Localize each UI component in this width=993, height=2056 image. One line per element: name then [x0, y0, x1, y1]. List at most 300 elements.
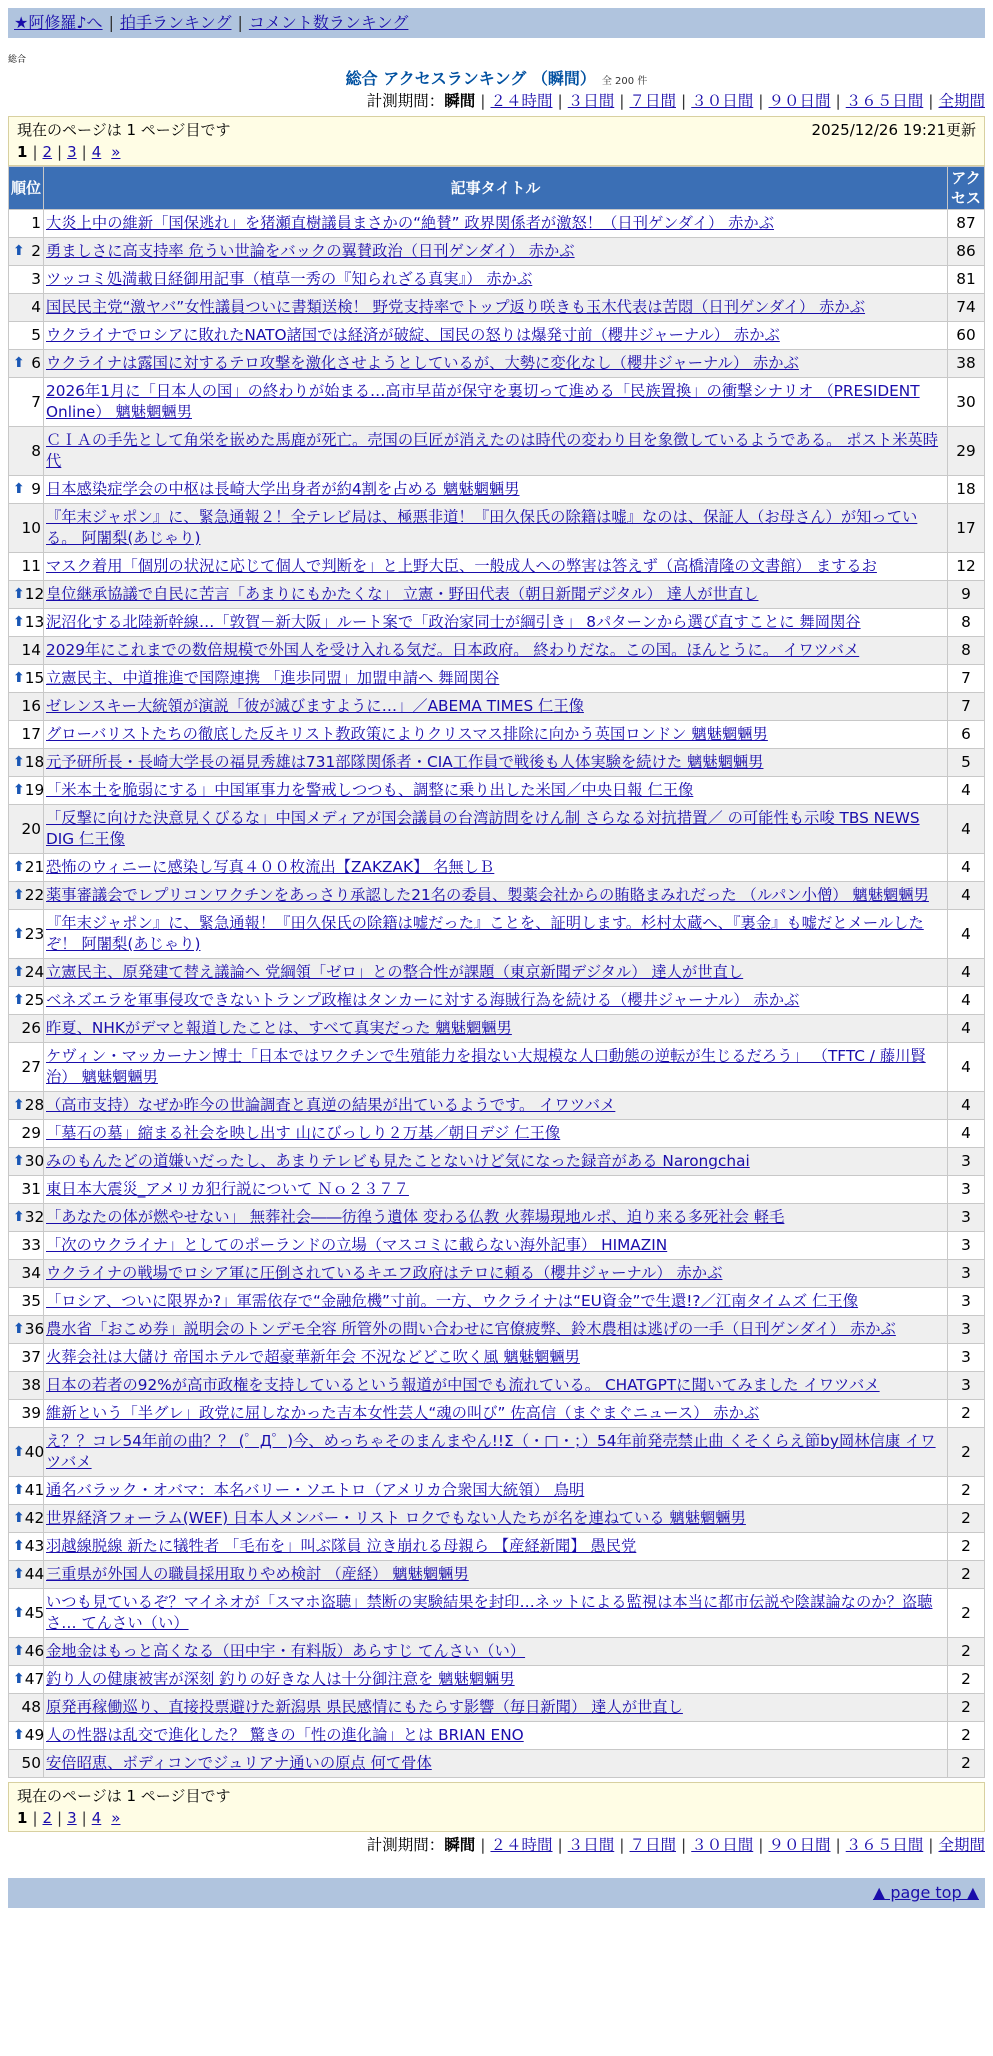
title-cell: [44, 427, 948, 476]
page-link-2[interactable]: 2: [42, 1809, 53, 1827]
article-link[interactable]: 世界経済フォーラム(WEF) 日本人メンバー・リスト ロクでもない人たちが名を連ねている 魑魅魍魎男: [46, 1509, 746, 1527]
access-count: 3: [948, 1176, 985, 1204]
title-cell: [44, 1344, 948, 1372]
up-arrow-icon: ⬆: [13, 614, 25, 630]
next-page-link[interactable]: »: [111, 1809, 121, 1827]
article-link[interactable]: 「ロシア、ついに限界か?」軍需依存で“金融危機”寸前。一方、ウクライナは“EU資金”で生還!?／江南タイムズ 仁王像: [46, 1292, 859, 1310]
rank-number: 13: [24, 613, 45, 631]
period-link-3[interactable]: ３０日間: [691, 1836, 754, 1854]
period-current: 瞬間: [444, 92, 476, 110]
period-link-0[interactable]: ２４時間: [490, 1836, 553, 1854]
rank-cell: [9, 1561, 44, 1589]
table-row: [9, 476, 985, 504]
up-arrow-icon: ⬆: [13, 355, 25, 371]
article-link[interactable]: 『年末ジャポン』に、緊急通報！『田久保氏の除籍は嘘だった』ことを、証明します。杉村太蔵へ、『裏金』も嘘だとメールしたぞ！ 阿闍梨(あじゃり): [46, 914, 924, 953]
rank-cell: [9, 553, 44, 581]
rank-cell: [9, 1344, 44, 1372]
title-cell: [44, 1148, 948, 1176]
article-link[interactable]: ケヴィン・マッカーナン博士「日本ではワクチンで生殖能力を損ない大規模な人口動態の逆転が生じるだろう」 （TFTC / 藤川賢治） 魑魅魍魎男: [46, 1047, 926, 1086]
article-link[interactable]: 元予研所長・長崎大学長の福見秀雄は731部隊関係者・CIA工作員で戦後も人体実験を続けた 魑魅魍魎男: [46, 753, 764, 771]
rank-cell: [9, 1043, 44, 1092]
rank-number: 31: [21, 1180, 41, 1198]
table-row: [9, 721, 985, 749]
access-count: 2: [948, 1666, 985, 1694]
period-link-6[interactable]: 全期間: [938, 92, 985, 110]
access-count: 2: [948, 1400, 985, 1428]
table-row: [9, 910, 985, 959]
bottom-bar: [8, 1878, 985, 1908]
title-cell: [44, 1561, 948, 1589]
period-link-3[interactable]: ３０日間: [691, 92, 754, 110]
table-row: [9, 609, 985, 637]
rank-number: 33: [21, 1236, 41, 1254]
article-link[interactable]: 皇位継承協議で自民に苦言「あまりにもかたくな」 立憲・野田代表（朝日新聞デジタル） 達人が世直し: [46, 585, 759, 603]
table-row: [9, 1232, 985, 1260]
table-row: [9, 1092, 985, 1120]
title-cell: [44, 294, 948, 322]
table-row: [9, 882, 985, 910]
article-link[interactable]: 2026年1月に「日本人の国」の終わりが始まる…高市早苗が保守を裏切って進める「民族置換」の衝撃シナリオ （PRESIDENT Online） 魑魅魍魎男: [46, 382, 920, 421]
period-separator: |: [619, 92, 625, 110]
period-label: 計測期間：: [366, 1836, 445, 1854]
rank-cell: [9, 854, 44, 882]
title-cell: [44, 721, 948, 749]
period-separator: |: [835, 1836, 841, 1854]
table-row: [9, 581, 985, 609]
article-link[interactable]: ベネズエラを軍事侵攻できないトランプ政権はタンカーに対する海賊行為を続ける（櫻井ジャーナル） 赤かぶ: [46, 991, 800, 1009]
article-link[interactable]: みのもんたどの道嫌いだったし、あまりテレビも見たことないけど気になった録音がある Narongchai: [46, 1152, 750, 1170]
access-count: 3: [948, 1232, 985, 1260]
table-row: [9, 378, 985, 427]
title-cell: [44, 1694, 948, 1722]
access-count: 3: [948, 1204, 985, 1232]
up-arrow-icon: ⬆: [13, 1097, 25, 1113]
article-link[interactable]: ウクライナでロシアに敗れたNATO諸国では経済が破綻、国民の怒りは爆発寸前（櫻井ジャーナル） 赤かぶ: [46, 326, 780, 344]
table-row: [9, 1722, 985, 1750]
period-separator: |: [480, 1836, 486, 1854]
pager-separator: |: [81, 143, 87, 161]
title-cell: [44, 1533, 948, 1561]
total-count: 全 200 件: [601, 76, 648, 87]
table-row: [9, 987, 985, 1015]
access-count: 4: [948, 854, 985, 882]
period-link-4[interactable]: ９０日間: [768, 92, 831, 110]
up-arrow-icon: ⬆: [13, 1538, 25, 1554]
article-link[interactable]: 原発再稼働巡り、直接投票避けた新潟県 県民感情にもたらす影響（毎日新聞） 達人が世直し: [46, 1698, 683, 1716]
article-link[interactable]: 2029年にこれまでの数倍規模で外国人を受け入れる気だ。日本政府。 終わりだな。この国。ほんとうに。 イワツバメ: [46, 641, 860, 659]
rank-cell: [9, 1372, 44, 1400]
rank-number: 25: [24, 991, 45, 1009]
title-header: 記事タイトル: [44, 167, 948, 210]
table-row: [9, 210, 985, 238]
table-row: [9, 665, 985, 693]
table-row: [9, 637, 985, 665]
title-cell: [44, 1638, 948, 1666]
rank-cell: [9, 581, 44, 609]
article-link[interactable]: 立憲民主、原発建て替え議論へ 党綱領「ゼロ」との整合性が課題（東京新聞デジタル） 達人が世直し: [46, 963, 744, 981]
rank-header: 順位: [9, 167, 44, 210]
rank-cell: [9, 1148, 44, 1176]
up-arrow-icon: ⬆: [13, 925, 25, 942]
page-title-row: [8, 68, 985, 90]
pager-links: [17, 1807, 976, 1829]
section-label: 総合: [8, 55, 27, 65]
title-cell: [44, 504, 948, 553]
article-link[interactable]: （高市支持）なぜか昨今の世論調査と真逆の結果が出ているようです。 イワツバメ: [46, 1096, 616, 1114]
access-count: 4: [948, 959, 985, 987]
article-link[interactable]: ツッコミ処満載日経御用記事（植草一秀の『知られざる真実』） 赤かぶ: [46, 270, 533, 288]
ranking-table: [8, 166, 985, 1778]
rank-cell: [9, 1316, 44, 1344]
next-page-link[interactable]: »: [111, 143, 121, 161]
rank-number: 34: [21, 1264, 41, 1282]
pager-links: [17, 141, 976, 163]
rank-number: 6: [31, 354, 41, 372]
rank-number: 15: [24, 669, 45, 687]
up-arrow-icon: ⬆: [13, 586, 25, 602]
title-cell: [44, 1092, 948, 1120]
title-cell: [44, 1260, 948, 1288]
page-top-link[interactable]: ▲ page top ▲: [872, 1883, 979, 1902]
period-link-2[interactable]: ７日間: [629, 1836, 676, 1854]
rank-cell: [9, 777, 44, 805]
access-count: 30: [948, 378, 985, 427]
access-count: 4: [948, 1043, 985, 1092]
table-row: [9, 1694, 985, 1722]
access-count: 3: [948, 1316, 985, 1344]
access-count: 7: [948, 665, 985, 693]
access-count: 2: [948, 1589, 985, 1638]
rank-number: 7: [31, 392, 41, 411]
access-count: 2: [948, 1722, 985, 1750]
rank-cell: [9, 1666, 44, 1694]
table-row: [9, 350, 985, 378]
rank-cell: [9, 693, 44, 721]
rank-cell: [9, 1694, 44, 1722]
table-row: [9, 1533, 985, 1561]
article-link[interactable]: 釣り人の健康被害が深刻 釣りの好きな人は十分御注意を 魑魅魍魎男: [46, 1670, 515, 1688]
access-count: 4: [948, 805, 985, 854]
access-count: 9: [948, 581, 985, 609]
title-cell: [44, 1176, 948, 1204]
article-link[interactable]: 「あなたの体が燃やせない」 無葬社会――彷徨う遺体 変わる仏教 火葬場現地ルポ、迫り来る多死社会 軽毛: [46, 1208, 785, 1226]
article-link[interactable]: 火葬会社は大儲け 帝国ホテルで超豪華新年会 不況などどこ吹く風 魑魅魍魎男: [46, 1348, 580, 1366]
rank-cell: [9, 294, 44, 322]
rank-cell: [9, 609, 44, 637]
up-arrow-icon: ⬆: [13, 992, 25, 1008]
title-cell: [44, 238, 948, 266]
rank-cell: [9, 1477, 44, 1505]
article-link[interactable]: ゼレンスキー大統領が演説「彼が滅びますように…」／ABEMA TIMES 仁王像: [46, 697, 584, 715]
rank-cell: [9, 987, 44, 1015]
access-count: 4: [948, 1120, 985, 1148]
rank-number: 16: [21, 697, 41, 715]
rank-number: 48: [21, 1698, 41, 1716]
rank-cell: [9, 1260, 44, 1288]
rank-number: 38: [21, 1376, 41, 1394]
rank-cell: [9, 476, 44, 504]
access-count: 7: [948, 693, 985, 721]
table-row: [9, 1288, 985, 1316]
article-link[interactable]: 大炎上中の維新「国保逃れ」を猪瀬直樹議員まさかの“絶賛” 政界関係者が激怒！（日刊ゲンダイ） 赤かぶ: [46, 214, 775, 232]
article-link[interactable]: 三重県が外国人の職員採用取りやめ検討 （産経） 魑魅魍魎男: [46, 1565, 469, 1583]
table-row: [9, 1666, 985, 1694]
title-cell: [44, 1232, 948, 1260]
nav-separator: |: [237, 13, 243, 32]
table-row: [9, 1750, 985, 1778]
article-link[interactable]: いつも見ているぞ？マイネオが「スマホ盗聴」禁断の実験結果を封印…ネットによる監視は本当に都市伝説や陰謀論なのか？盗聴さ… てんさい（い）: [46, 1593, 933, 1632]
article-link[interactable]: ＣＩＡの手先として角栄を嵌めた馬鹿が死亡。売国の巨匠が消えたのは時代の変わり目を象徴しているようである。 ポスト米英時代: [46, 431, 939, 470]
table-row: [9, 1176, 985, 1204]
table-row: [9, 322, 985, 350]
access-count: 60: [948, 322, 985, 350]
access-count: 2: [948, 1428, 985, 1477]
title-cell: [44, 1120, 948, 1148]
article-link[interactable]: 「米本土を脆弱にする」中国軍事力を警戒しつつも、調整に乗り出した米国／中央日報 仁王像: [46, 781, 694, 799]
table-row: [9, 1148, 985, 1176]
period-link-6[interactable]: 全期間: [938, 1836, 985, 1854]
rank-number: 24: [24, 963, 45, 981]
up-arrow-icon: ⬆: [13, 1209, 25, 1225]
rank-number: 47: [24, 1670, 45, 1688]
access-count: 29: [948, 427, 985, 476]
article-link[interactable]: 昨夏、NHKがデマと報道したことは、すべて真実だった 魑魅魍魎男: [46, 1019, 512, 1037]
rank-cell: [9, 1428, 44, 1477]
rank-number: 2: [31, 242, 41, 260]
article-link[interactable]: 国民民主党“激ヤバ”女性議員ついに書類送検！ 野党支持率でトップ返り咲きも玉木代表は苦悶（日刊ゲンダイ） 赤かぶ: [46, 298, 866, 316]
title-cell: [44, 777, 948, 805]
access-count: 3: [948, 1288, 985, 1316]
article-link[interactable]: マスク着用「個別の状況に応じて個人で判断を」と上野大臣、一般成人への弊害は答えず（高橋清隆の文書館） まするお: [46, 557, 877, 575]
table-row: [9, 294, 985, 322]
article-link[interactable]: え？？コレ54年前の曲？？ (゜Д゜)今、めっちゃそのまんまやん!!Σ（・□・；）54年前発売禁止曲 くそくらえ節by岡林信康 イワツバメ: [46, 1432, 936, 1471]
rank-cell: [9, 910, 44, 959]
rank-number: 29: [21, 1124, 41, 1142]
nav-link-clap-ranking[interactable]: 拍手ランキング: [119, 13, 232, 32]
rank-cell: [9, 637, 44, 665]
article-link[interactable]: ウクライナは露国に対するテロ攻撃を激化させようとしているが、大勢に変化なし（櫻井ジャーナル） 赤かぶ: [46, 354, 799, 372]
table-row: [9, 1561, 985, 1589]
page-link-4[interactable]: 4: [91, 1809, 102, 1827]
up-arrow-icon: ⬆: [13, 754, 25, 770]
up-arrow-icon: ⬆: [13, 481, 25, 497]
table-row: [9, 1638, 985, 1666]
access-count: 4: [948, 882, 985, 910]
table-row: [9, 1043, 985, 1092]
article-link[interactable]: 薬事審議会でレプリコンワクチンをあっさり承認した21名の委員、製薬会社からの賄賂まみれだった （ルパン小僧） 魑魅魍魎男: [46, 886, 929, 904]
period-link-5[interactable]: ３６５日間: [845, 92, 924, 110]
title-cell: [44, 805, 948, 854]
period-separator: |: [928, 92, 934, 110]
access-count: 86: [948, 238, 985, 266]
rank-cell: [9, 1176, 44, 1204]
rank-cell: [9, 1589, 44, 1638]
table-row: [9, 266, 985, 294]
title-cell: [44, 749, 948, 777]
access-count: 8: [948, 637, 985, 665]
page-title: 総合 アクセスランキング （瞬間）: [345, 69, 596, 88]
access-count: 4: [948, 777, 985, 805]
article-link[interactable]: 農水省「おこめ券」説明会のトンデモ全容 所管外の問い合わせに官僚疲弊、鈴木農相は逃げの一手（日刊ゲンダイ） 赤かぶ: [46, 1320, 896, 1338]
rank-number: 50: [21, 1754, 41, 1772]
title-cell: [44, 378, 948, 427]
rank-number: 20: [21, 819, 41, 838]
title-cell: [44, 1288, 948, 1316]
title-cell: [44, 1750, 948, 1778]
title-cell: [44, 322, 948, 350]
access-count: 5: [948, 749, 985, 777]
article-link[interactable]: 「反撃に向けた決意見くびるな」中国メディアが国会議員の台湾訪問をけん制 さらなる対抗措置／ の可能性も示唆 TBS NEWS DIG 仁王像: [46, 809, 920, 848]
access-count: 2: [948, 1561, 985, 1589]
period-link-1[interactable]: ３日間: [567, 92, 615, 110]
rank-number: 4: [31, 298, 41, 316]
rank-number: 11: [21, 557, 41, 575]
article-link[interactable]: 「墓石の墓」縮まる社会を映し出す 山にびっしり２万基／朝日デジ 仁王像: [46, 1124, 561, 1142]
rank-number: 9: [31, 480, 41, 498]
table-row: [9, 854, 985, 882]
article-link[interactable]: 日本感染症学会の中枢は長崎大学出身者が約4割を占める 魑魅魍魎男: [46, 480, 520, 498]
title-cell: [44, 476, 948, 504]
rank-number: 18: [24, 753, 45, 771]
article-link[interactable]: 「次のウクライナ」としてのポーランドの立場（マスコミに載らない海外記事） HIMAZIN: [46, 1236, 668, 1254]
title-cell: [44, 882, 948, 910]
title-cell: [44, 910, 948, 959]
rank-number: 1: [31, 214, 41, 232]
table-row: [9, 1477, 985, 1505]
title-cell: [44, 665, 948, 693]
page-status-bottom: 現在のページは 1 ページ目です: [17, 1787, 231, 1805]
rank-cell: [9, 1204, 44, 1232]
article-link[interactable]: 泥沼化する北陸新幹線…「敦賀－新大阪」ルート案で「政治家同士が綱引き」 8パターンから選び直すことに 舞岡関谷: [46, 613, 861, 631]
rank-number: 8: [31, 441, 41, 460]
period-separator: |: [619, 1836, 625, 1854]
title-cell: [44, 1477, 948, 1505]
rank-cell: [9, 210, 44, 238]
article-link[interactable]: 安倍昭恵、ボディコンでジュリアナ通いの原点 何て骨体: [46, 1754, 432, 1772]
rank-cell: [9, 1722, 44, 1750]
nav-link-asyura[interactable]: ★阿修羅♪へ: [14, 13, 103, 32]
rank-number: 43: [24, 1537, 45, 1555]
table-row: [9, 1344, 985, 1372]
rank-cell: [9, 266, 44, 294]
title-cell: [44, 854, 948, 882]
nav-separator: |: [108, 13, 114, 32]
rank-cell: [9, 1120, 44, 1148]
access-count: 81: [948, 266, 985, 294]
rank-number: 12: [24, 585, 45, 603]
article-link[interactable]: グローバリストたちの徹底した反キリスト教政策によりクリスマス排除に向かう英国ロンドン 魑魅魍魎男: [46, 725, 768, 743]
top-nav: [8, 8, 985, 38]
pager-top: [8, 116, 985, 166]
page-link-3[interactable]: 3: [67, 1809, 77, 1827]
rank-cell: [9, 805, 44, 854]
table-row: [9, 1260, 985, 1288]
rank-number: 49: [24, 1726, 45, 1744]
title-cell: [44, 553, 948, 581]
access-header: アクセス: [948, 167, 985, 210]
article-link[interactable]: 金地金はもっと高くなる（田中宇・有料版）あらすじ てんさい（い）: [46, 1642, 526, 1660]
rank-number: 10: [21, 518, 41, 537]
article-link[interactable]: 東日本大震災_アメリカ犯行説について Ｎｏ２３７７: [46, 1180, 409, 1198]
article-link[interactable]: 羽越線脱線 新たに犠牲者 「毛布を」叫ぶ隊員 泣き崩れる母親ら 【産経新聞】 愚民党: [46, 1537, 637, 1555]
rank-cell: [9, 1232, 44, 1260]
rank-cell: [9, 749, 44, 777]
rank-cell: [9, 238, 44, 266]
article-link[interactable]: 人の性器は乱交で進化した？ 驚きの「性の進化論」とは BRIAN ENO: [46, 1726, 524, 1744]
title-cell: [44, 1428, 948, 1477]
table-row: [9, 777, 985, 805]
period-link-1[interactable]: ３日間: [567, 1836, 615, 1854]
period-link-4[interactable]: ９０日間: [768, 1836, 831, 1854]
rank-cell: [9, 1505, 44, 1533]
access-count: 3: [948, 1372, 985, 1400]
article-link[interactable]: 維新という「半グレ」政党に屈しなかった吉本女性芸人“魂の叫び” 佐高信（まぐまぐニュース） 赤かぶ: [46, 1404, 760, 1422]
period-separator: |: [557, 1836, 563, 1854]
access-count: 2: [948, 1750, 985, 1778]
up-arrow-icon: ⬆: [13, 1443, 25, 1460]
article-link[interactable]: 立憲民主、中道推進で国際連携 「進歩同盟」加盟申請へ 舞岡関谷: [46, 669, 500, 687]
nav-link-comment-ranking[interactable]: コメント数ランキング: [248, 13, 409, 32]
article-link[interactable]: 通名バラック・オバマ：本名バリー・ソエトロ（アメリカ合衆国大統領） 鳥明: [46, 1481, 585, 1499]
access-count: 3: [948, 1344, 985, 1372]
title-cell: [44, 693, 948, 721]
rank-cell: [9, 1092, 44, 1120]
table-row: [9, 1372, 985, 1400]
title-cell: [44, 210, 948, 238]
rank-number: 45: [24, 1603, 45, 1622]
up-arrow-icon: ⬆: [13, 964, 25, 980]
table-row: [9, 1316, 985, 1344]
rank-cell: [9, 1015, 44, 1043]
table-row: [9, 749, 985, 777]
article-link[interactable]: 日本の若者の92%が高市政権を支持しているという報道が中国でも流れている。 CHATGPTに聞いてみました イワツバメ: [46, 1376, 880, 1394]
access-count: 2: [948, 1694, 985, 1722]
page-link-3[interactable]: 3: [67, 143, 77, 161]
period-link-5[interactable]: ３６５日間: [845, 1836, 924, 1854]
access-count: 87: [948, 210, 985, 238]
title-cell: [44, 1043, 948, 1092]
access-count: 4: [948, 987, 985, 1015]
pager-separator: |: [57, 143, 63, 161]
title-cell: [44, 1316, 948, 1344]
title-cell: [44, 609, 948, 637]
up-arrow-icon: ⬆: [13, 1482, 25, 1498]
rank-number: 5: [31, 326, 41, 344]
period-link-0[interactable]: ２４時間: [490, 92, 553, 110]
table-row: [9, 1204, 985, 1232]
access-count: 4: [948, 1092, 985, 1120]
title-cell: [44, 1400, 948, 1428]
up-arrow-icon: ⬆: [13, 1566, 25, 1582]
article-link[interactable]: ウクライナの戦場でロシア軍に圧倒されているキエフ政府はテロに頼る（櫻井ジャーナル） 赤かぶ: [46, 1264, 723, 1282]
article-link[interactable]: 恐怖のウィニーに感染し写真４００枚流出【ZAKZAK】 名無しＢ: [46, 858, 495, 876]
article-link[interactable]: 『年末ジャポン』に、緊急通報２！全テレビ局は、極悪非道！『田久保氏の除籍は嘘』なのは、保証人（お母さん）が知っている。 阿闍梨(あじゃり): [46, 508, 918, 547]
current-page: 1: [17, 1809, 28, 1827]
page-link-4[interactable]: 4: [91, 143, 102, 161]
rank-cell: [9, 1750, 44, 1778]
rank-number: 41: [24, 1481, 45, 1499]
period-link-2[interactable]: ７日間: [629, 92, 676, 110]
period-separator: |: [758, 92, 764, 110]
page-link-2[interactable]: 2: [42, 143, 53, 161]
up-arrow-icon: ⬆: [13, 859, 25, 875]
title-cell: [44, 1666, 948, 1694]
rank-number: 26: [21, 1019, 41, 1037]
rank-cell: [9, 1288, 44, 1316]
article-link[interactable]: 勇ましさに高支持率 危うい世論をバックの翼賛政治（日刊ゲンダイ） 赤かぶ: [46, 242, 575, 260]
title-cell: [44, 1015, 948, 1043]
period-separator: |: [758, 1836, 764, 1854]
